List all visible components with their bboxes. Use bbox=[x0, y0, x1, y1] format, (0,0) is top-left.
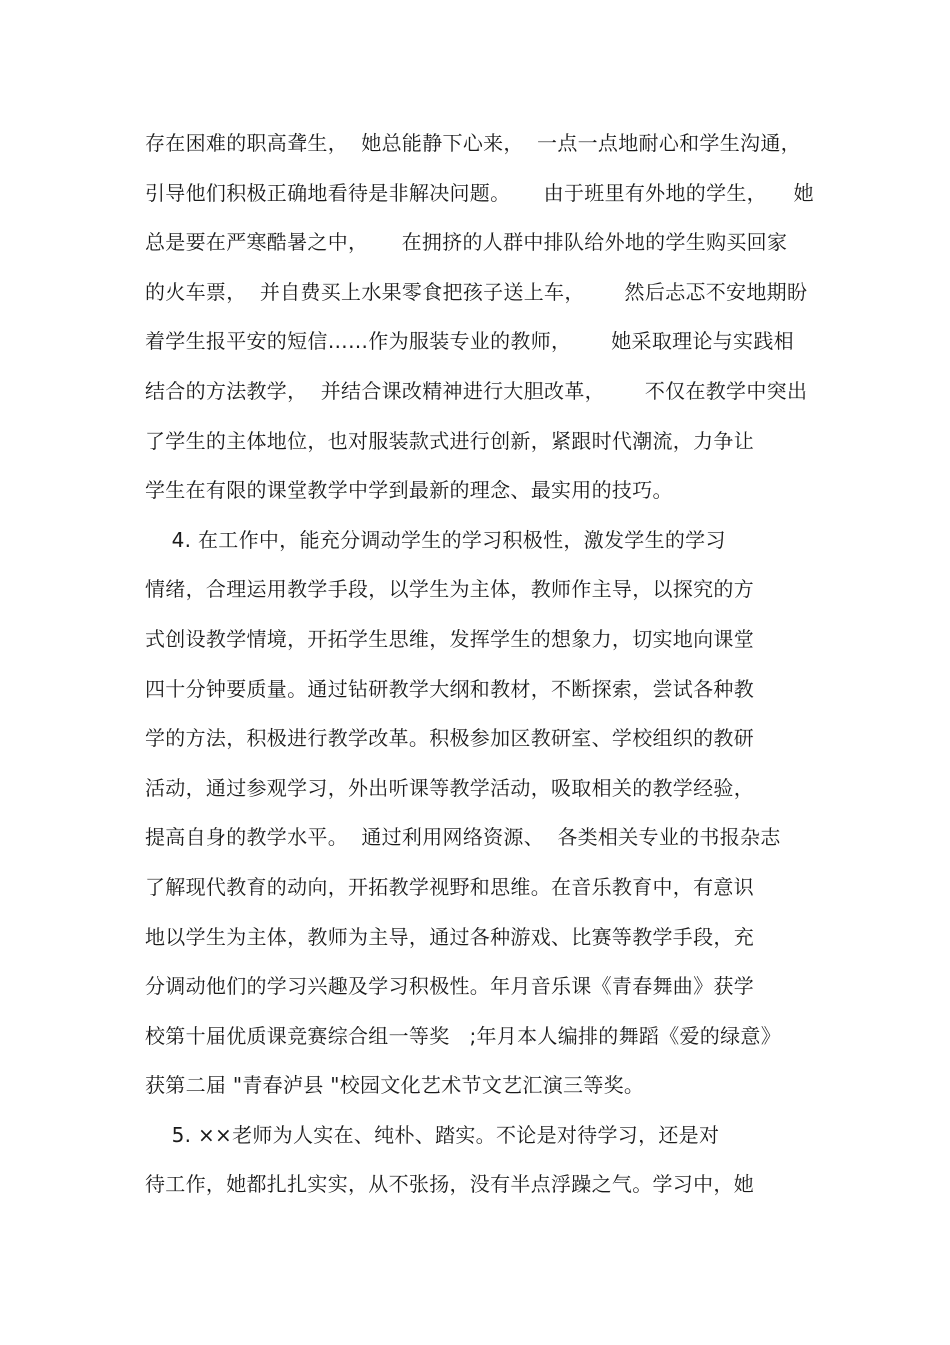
text-line: 获第二届 "青春泸县 "校园文化艺术节文艺汇演三等奖。 bbox=[145, 1073, 645, 1098]
text-line: 分调动他们的学习兴趣及学习积极性。年月音乐课《青春舞曲》获学 bbox=[145, 974, 754, 999]
text-line: 着学生报平安的短信……作为服装专业的教师， 她采取理论与实践相 bbox=[145, 329, 794, 354]
text-line: 学的方法，积极进行教学改革。积极参加区教研室、学校组织的教研 bbox=[145, 726, 754, 751]
text-line: 了解现代教育的动向，开拓教学视野和思维。在音乐教育中，有意识 bbox=[145, 874, 754, 899]
paragraph-5-start: 5. ××老师为人实在、纯朴、踏实。不论是对待学习，还是对 bbox=[145, 1122, 720, 1147]
text-line: 的火车票， 并自费买上水果零食把孩子送上车， 然后忐忑不安地期盼 bbox=[145, 279, 808, 304]
text-line: 校第十届优质课竞赛综合组一等奖 ;年月本人编排的舞蹈《爱的绿意》 bbox=[145, 1023, 782, 1048]
text-line: 待工作，她都扎扎实实，从不张扬，没有半点浮躁之气。学习中，她 bbox=[145, 1172, 754, 1197]
text-line: 活动，通过参观学习，外出听课等教学活动，吸取相关的教学经验， bbox=[145, 775, 754, 800]
body-text bbox=[145, 119, 825, 1210]
text-line: 了学生的主体地位，也对服装款式进行创新，紧跟时代潮流，力争让 bbox=[145, 428, 754, 453]
paragraph-4-start: 4. 在工作中，能充分调动学生的学习积极性，激发学生的学习 bbox=[145, 527, 726, 552]
text-line: 四十分钟要质量。通过钻研教学大纲和教材，不断探索，尝试各种教 bbox=[145, 676, 754, 701]
text-line: 结合的方法教学， 并结合课改精神进行大胆改革， 不仅在教学中突出 bbox=[145, 378, 808, 403]
text-line: 地以学生为主体，教师为主导，通过各种游戏、比赛等教学手段，充 bbox=[145, 924, 754, 949]
text-line: 提高自身的教学水平。 通过利用网络资源、 各类相关专业的书报杂志 bbox=[145, 825, 781, 850]
text-line: 情绪，合理运用教学手段，以学生为主体，教师作主导，以探究的方 bbox=[145, 577, 754, 602]
text-line: 存在困难的职高聋生， 她总能静下心来， 一点一点地耐心和学生沟通， bbox=[145, 131, 801, 155]
text-line: 引导他们积极正确地看待是非解决问题。 由于班里有外地的学生， 她 bbox=[145, 180, 814, 205]
text-line: 学生在有限的课堂教学中学到最新的理念、最实用的技巧。 bbox=[145, 478, 673, 503]
text-line: 式创设教学情境，开拓学生思维，发挥学生的想象力，切实地向课堂 bbox=[145, 626, 754, 651]
text-line: 总是要在严寒酷暑之中， 在拥挤的人群中排队给外地的学生购买回家 bbox=[145, 230, 788, 255]
